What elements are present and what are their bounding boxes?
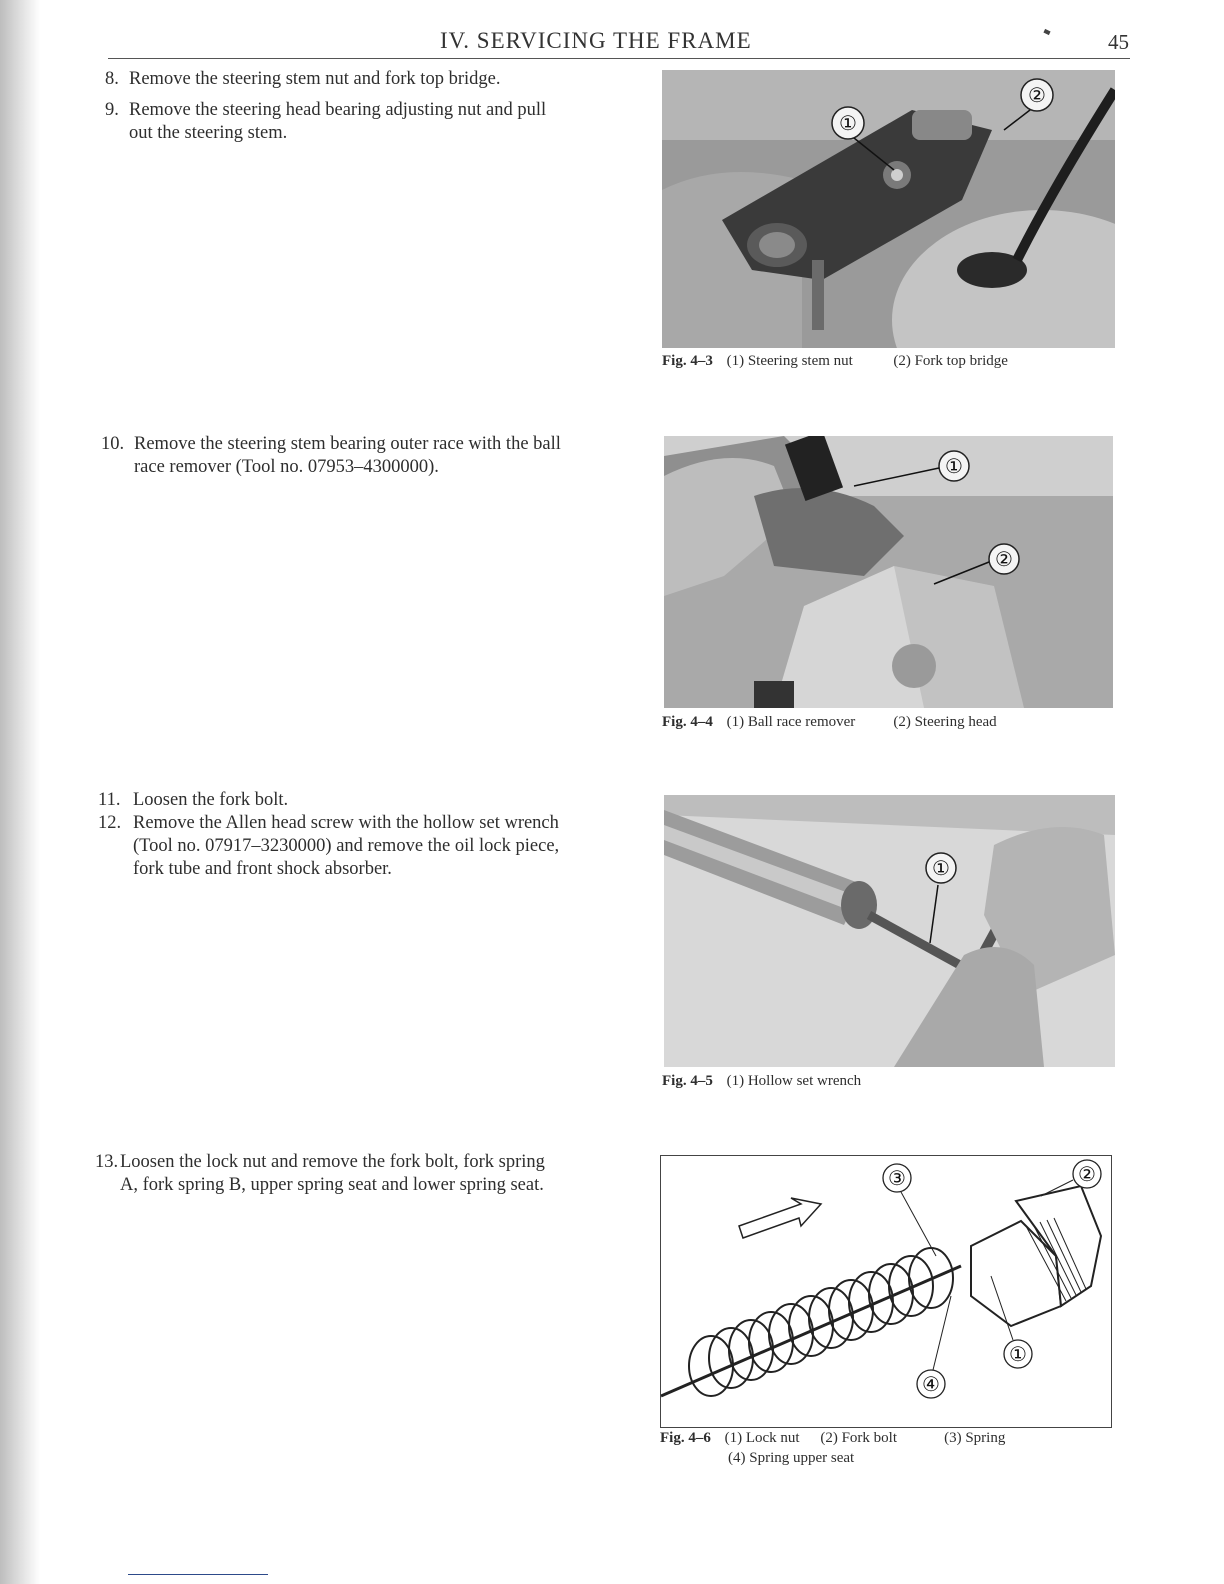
step-text: out the steering stem. — [129, 123, 288, 143]
fig-4-3-photo — [662, 70, 1115, 348]
figure-number: Fig. 4–4 — [662, 714, 713, 730]
step-text: A, fork spring B, upper spring seat and lower spring seat. — [120, 1175, 544, 1195]
callout-label: ③ — [888, 1168, 906, 1190]
step-text: Remove the Allen head screw with the hollow set wrench — [133, 813, 559, 833]
step-text: Loosen the lock nut and remove the fork bolt, fork spring — [120, 1152, 545, 1172]
figure-number: Fig. 4–6 — [660, 1430, 711, 1446]
callout-label: ① — [839, 113, 857, 135]
step-13 — [95, 1151, 625, 1199]
step-12 — [98, 812, 628, 882]
chapter-title: IV. SERVICING THE FRAME — [440, 28, 752, 53]
step-text: Loosen the fork bolt. — [133, 790, 289, 810]
callout-label: ① — [1009, 1344, 1027, 1366]
page-number: 45 — [1108, 30, 1129, 54]
caption-item: (1) Hollow set wrench — [726, 1073, 862, 1089]
page-binding-shadow — [0, 0, 40, 1584]
step-text: fork tube and front shock absorber. — [133, 859, 392, 879]
fig-4-6-drawing — [660, 1155, 1112, 1428]
callout-label: ④ — [922, 1374, 940, 1396]
caption-item: (2) Fork bolt — [820, 1430, 898, 1446]
fig-4-4-caption — [662, 714, 997, 731]
step-number: 8. — [105, 69, 119, 89]
step-number: 10. — [101, 434, 125, 454]
fig-4-5-photo — [664, 795, 1115, 1067]
fig-4-4-photo — [664, 436, 1113, 708]
fig-4-5-caption — [662, 1073, 861, 1090]
step-number: 9. — [105, 100, 119, 120]
caption-item: (4) Spring upper seat — [728, 1450, 855, 1466]
step-number: 12. — [98, 813, 122, 833]
caption-item: (2) Steering head — [893, 714, 997, 730]
callout-label: ② — [995, 549, 1013, 571]
step-number: 13. — [95, 1152, 119, 1172]
footer-rule — [128, 1574, 268, 1575]
step-text: Remove the steering head bearing adjusting nut and pull — [129, 100, 547, 120]
fig-4-6-caption-line2 — [728, 1450, 854, 1467]
step-text: (Tool no. 07917–3230000) and remove the oil lock piece, — [133, 836, 560, 856]
caption-item: (1) Ball race remover — [726, 714, 856, 730]
caption-item: (1) Lock nut — [724, 1430, 800, 1446]
header-rule — [108, 58, 1130, 59]
figure-number: Fig. 4–5 — [662, 1073, 713, 1089]
figure-number: Fig. 4–3 — [662, 353, 713, 369]
step-text: race remover (Tool no. 07953–4300000). — [134, 457, 439, 477]
callout-label: ② — [1028, 85, 1046, 107]
step-9 — [105, 99, 625, 147]
caption-item: (3) Spring — [944, 1430, 1006, 1446]
step-text: Remove the steering stem bearing outer race with the ball — [134, 434, 561, 454]
step-10 — [101, 433, 631, 481]
arrow-icon — [739, 1198, 821, 1238]
fig-4-6-caption — [660, 1430, 1005, 1447]
callout-label: ① — [932, 858, 950, 880]
step-text: Remove the steering stem nut and fork top bridge. — [129, 69, 501, 89]
print-speck — [1043, 29, 1050, 35]
caption-item: (2) Fork top bridge — [893, 353, 1008, 369]
step-11 — [98, 789, 628, 813]
callout-label: ② — [1078, 1164, 1096, 1186]
callout-label: ① — [945, 456, 963, 478]
fig-4-3-caption — [662, 353, 1008, 370]
step-8 — [105, 68, 625, 92]
step-number: 11. — [98, 790, 121, 810]
caption-item: (1) Steering stem nut — [726, 353, 853, 369]
